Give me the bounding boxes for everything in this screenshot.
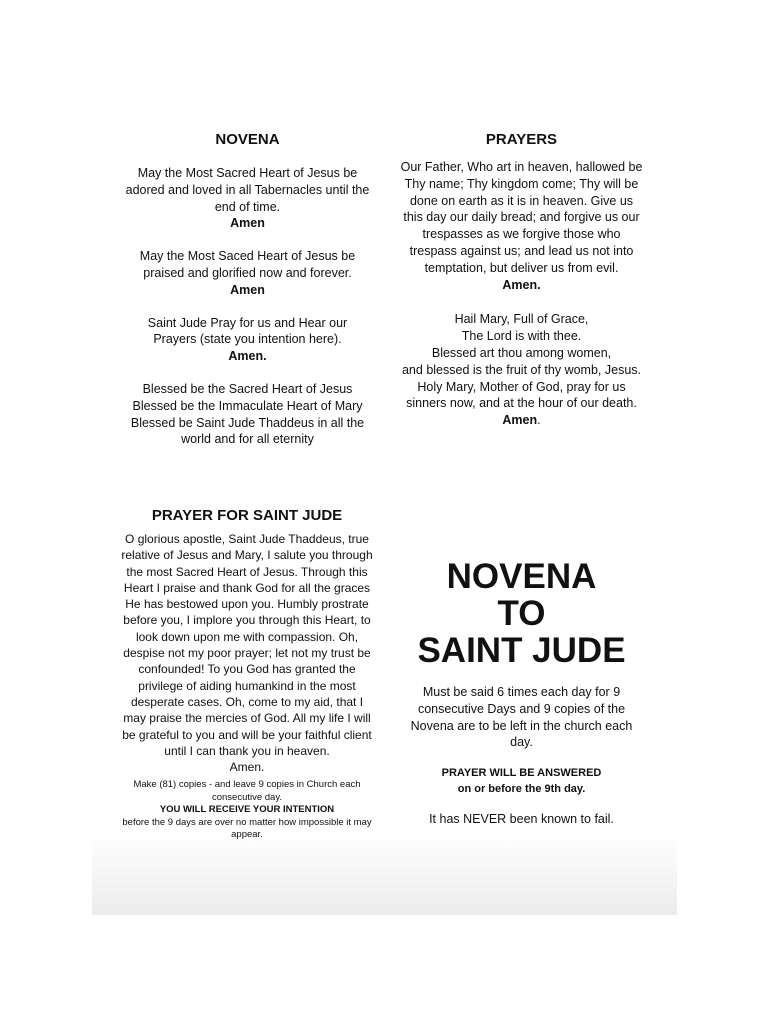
novena-paragraph-1: May the Most Sacred Heart of Jesus be adored and loved in all Tabernacles until the end of time.	[125, 166, 370, 214]
novena-amen-3: Amen.	[228, 349, 267, 364]
instructions-text: Must be said 6 times each day for 9 consecutive Days and 9 copies of the Novena are to be left in the church each day.	[410, 685, 633, 750]
big-title-line-2: TO	[497, 594, 546, 633]
instructions-section	[400, 684, 643, 828]
hail-mary-line-2: The Lord is with thee.	[461, 329, 582, 344]
copies-note-line-1: Make (81) copies - and leave 9 copies in Church each consecutive day.	[133, 779, 361, 803]
our-father-text: Our Father, Who art in heaven, hallowed be Thy name; Thy kingdom come; Thy will be done on earth as it is in heaven. Give us this day our daily bread; and forgive us our trespasses as we forgive those who trespass against us; and lead us not into temptation, but deliver us from evil.	[400, 160, 643, 275]
novena-paragraph-3: Saint Jude Pray for us and Hear our Prayers (state you intention here).	[147, 315, 348, 347]
prayers-title: PRAYERS	[485, 131, 558, 148]
novena-amen-2: Amen	[230, 282, 265, 297]
big-title-line-1: NOVENA	[446, 557, 597, 596]
prayers-section: PRAYERS Our Father, Who art in heaven, hallowed be Thy name; Thy kingdom come; Thy will be done on earth as it is in heaven. Give us this day our daily bread; and forgive us our trespasses as we forgive those who trespass against us; and lead us not into temptation, but deliver us from evil. Amen. Hail Mary, Full of Grace, The Lord is with thee. Blessed art thou among women, and blessed is the fruit of thy womb, Jesus. Holy Mary, Mother of God, pray for us sinners now, and at the hour of our death. Amen.	[400, 131, 643, 428]
hail-mary-line-3: Blessed art thou among women,	[431, 345, 612, 360]
saint-jude-prayer-title: PRAYER FOR SAINT JUDE	[151, 507, 343, 524]
prayers-amen-1: Amen.	[502, 277, 541, 292]
novena-amen-1: Amen	[230, 216, 265, 231]
big-title-line-3: SAINT JUDE	[417, 631, 626, 670]
hail-mary-line-1: Hail Mary, Full of Grace,	[454, 312, 589, 327]
hail-mary-line-4: and blessed is the fruit of thy womb, Jesus.	[401, 362, 641, 377]
copies-note-line-2: YOU WILL RECEIVE YOUR INTENTION	[159, 804, 335, 816]
prayers-amen-2: Amen	[502, 413, 538, 428]
novena-blessed-line-1: Blessed be the Sacred Heart of Jesus	[142, 381, 353, 396]
novena-to-saint-jude-title	[400, 558, 643, 669]
novena-title: NOVENA	[215, 131, 280, 148]
novena-paragraph-2: May the Most Saced Heart of Jesus be praised and glorified now and forever.	[139, 249, 356, 280]
copies-note	[118, 779, 376, 842]
hail-mary-line-5: Holy Mary, Mother of God, pray for us sinners now, and at the hour of our death.	[406, 379, 637, 411]
saint-jude-prayer-section	[118, 507, 376, 842]
copies-note-line-3: before the 9 days are over no matter how impossible it may appear.	[122, 816, 372, 841]
saint-jude-prayer-body: O glorious apostle, Saint Jude Thaddeus, true relative of Jesus and Mary, I salute you through the most Sacred Heart of Jesus. Through this Heart I praise and thank God for all the graces He has bestowed upon you. Humbly prostrate before you, I implore you through this Heart, to look down upon me with compassion. Oh, despise not my poor prayer; let not my trust be confounded! To you God has granted the privilege of aiding humankind in the most desperate cases. Oh, come to my aid, that I may praise the mercies of God. All my life I will be grateful to you and will be your faithful client until I can thank you in heaven.	[121, 532, 373, 758]
novena-blessed-line-3: Blessed be Saint Jude Thaddeus in all the world and for all eternity	[130, 415, 365, 447]
answered-line-1: PRAYER WILL BE ANSWERED	[441, 767, 602, 780]
answered-line-2: on or before the 9th day.	[457, 783, 586, 796]
never-failed-text: It has NEVER been known to fail.	[429, 812, 614, 827]
novena-blessed-line-2: Blessed be the Immaculate Heart of Mary	[132, 398, 363, 413]
saint-jude-prayer-amen: Amen.	[229, 760, 265, 775]
novena-section	[125, 131, 370, 448]
